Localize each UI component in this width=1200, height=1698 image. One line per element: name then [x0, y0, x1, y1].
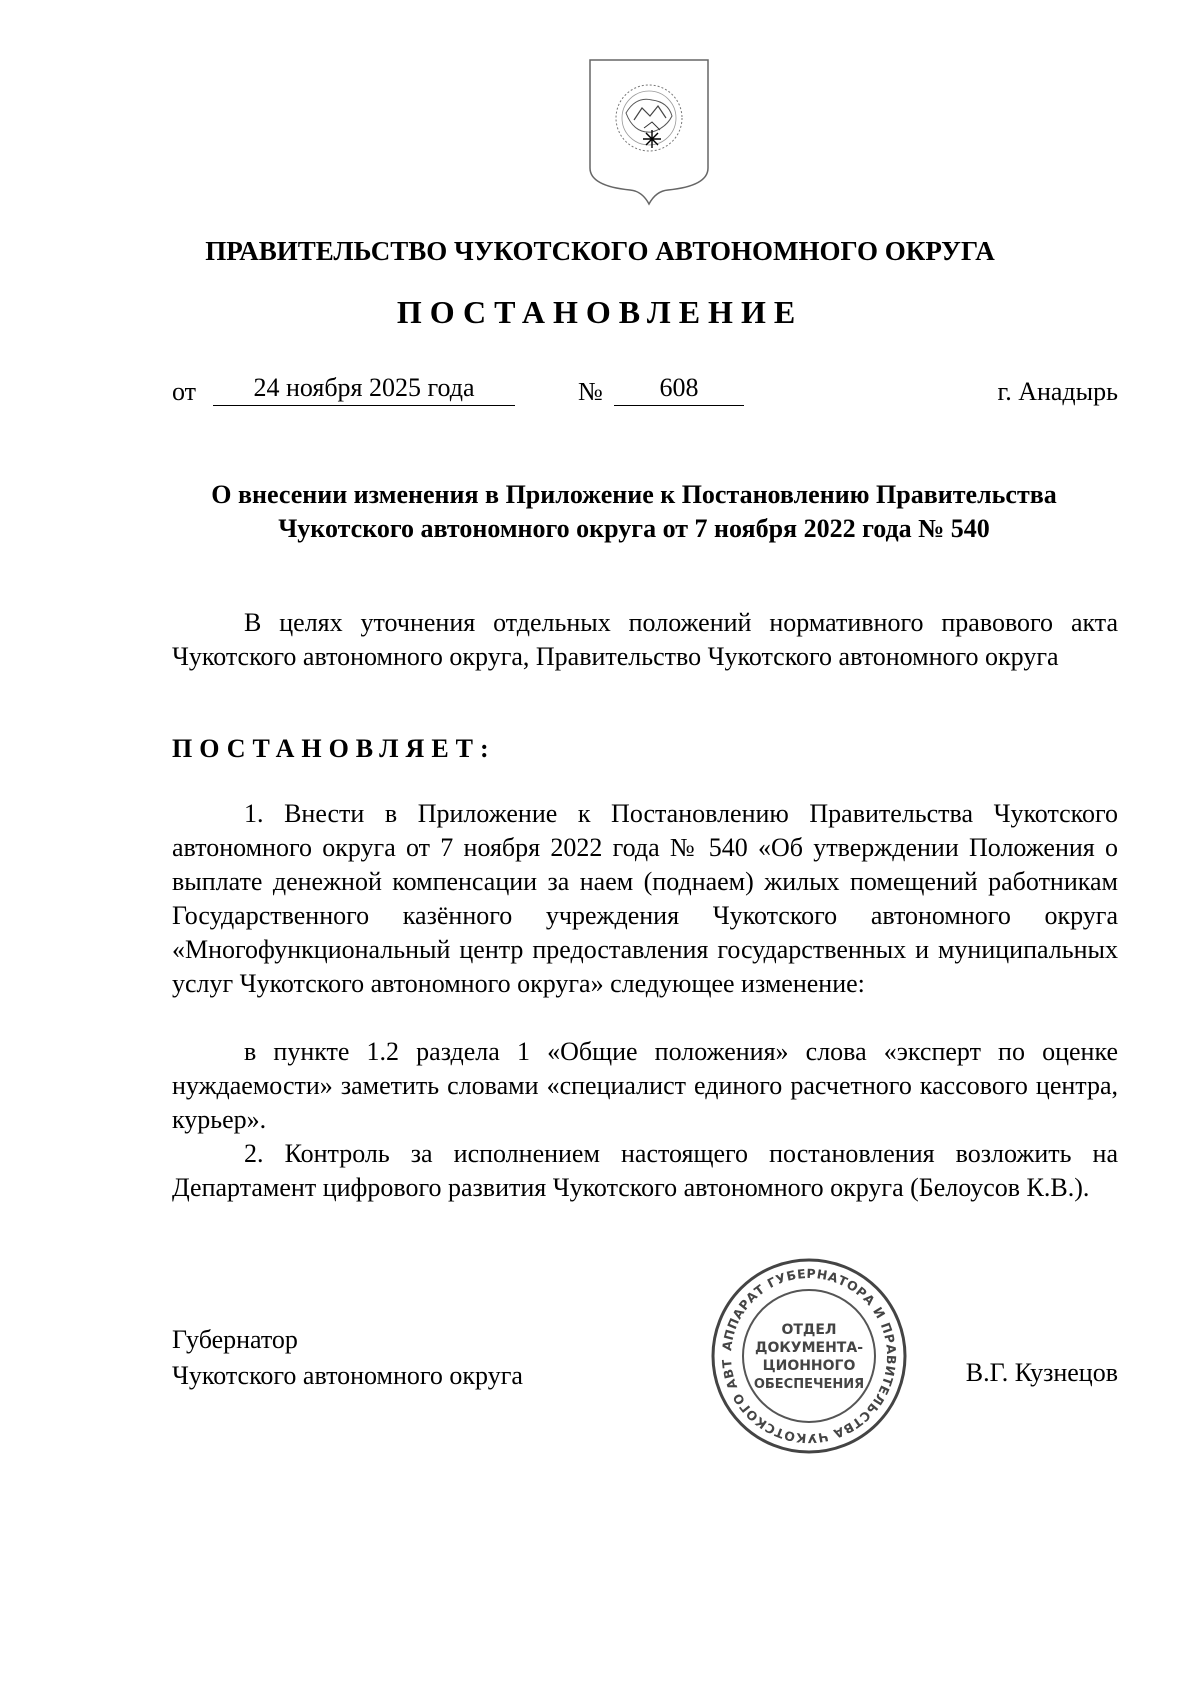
organization-title: ПРАВИТЕЛЬСТВО ЧУКОТСКОГО АВТОНОМНОГО ОКРУГА: [205, 236, 995, 266]
stamp-center-line-3: ЦИОННОГО: [762, 1358, 856, 1374]
stamp-ring-text: АППАРАТ ГУБЕРНАТОРА И ПРАВИТЕЛЬСТВА ЧУКОТСКОГО АВТ: [718, 1265, 900, 1447]
decree-item-2: 2. Контроль за исполнением настоящего постановления возложить на Департамент цифрового развития Чукотского автономного округа (Белоусов К.В.).: [172, 1139, 1118, 1202]
stamp-center-line-1: ОТДЕЛ: [781, 1322, 837, 1338]
decree-item-1: 1. Внести в Приложение к Постановлению Правительства Чукотского автономного округа от 7 ноября 2022 года № 540 «Об утверждении Положения о выплате денежной компенсации за наем (поднаем) жилых помещений работникам Государственного казённого учреждения Чукотского автономного округа «Многофункциональный центр предоставления государственных и муниципальных услуг Чукотского автономного округа» следующее изменение:: [172, 799, 1118, 998]
official-stamp: [709, 1256, 909, 1456]
document-type-title: ПОСТАНОВЛЕНИЕ: [396, 294, 804, 330]
document-number: 608: [614, 371, 744, 406]
signatory-title: [172, 1322, 523, 1394]
signatory-title-line-2: Чукотского автономного округа: [172, 1361, 523, 1390]
document-city: г. Анадырь: [997, 377, 1118, 406]
stamp-center-line-2: ДОКУМЕНТА-: [754, 1340, 864, 1356]
coat-of-arms-emblem: [586, 58, 712, 206]
decree-item-1-change: в пункте 1.2 раздела 1 «Общие положения» слова «эксперт по оценке нуждаемости» заметить словами «специалист единого расчетного кассового центра, курьер».: [172, 1037, 1118, 1134]
document-subject: О внесении изменения в Приложение к Постановлению Правительства Чукотского автономного округа от 7 ноября 2022 года № 540: [211, 480, 1057, 543]
decree-heading: ПОСТАНОВЛЯЕТ:: [172, 734, 496, 763]
signatory-title-line-1: Губернатор: [172, 1325, 298, 1354]
number-sign-label: №: [578, 377, 603, 406]
date-prefix-label: от: [172, 377, 197, 406]
document-date: 24 ноября 2025 года: [213, 371, 515, 406]
stamp-center-line-4: ОБЕСПЕЧЕНИЯ: [753, 1377, 865, 1392]
signatory-name: В.Г. Кузнецов: [965, 1358, 1118, 1387]
preamble-paragraph: В целях уточнения отдельных положений нормативного правового акта Чукотского автономного округа, Правительство Чукотского автономного округа: [172, 608, 1118, 671]
